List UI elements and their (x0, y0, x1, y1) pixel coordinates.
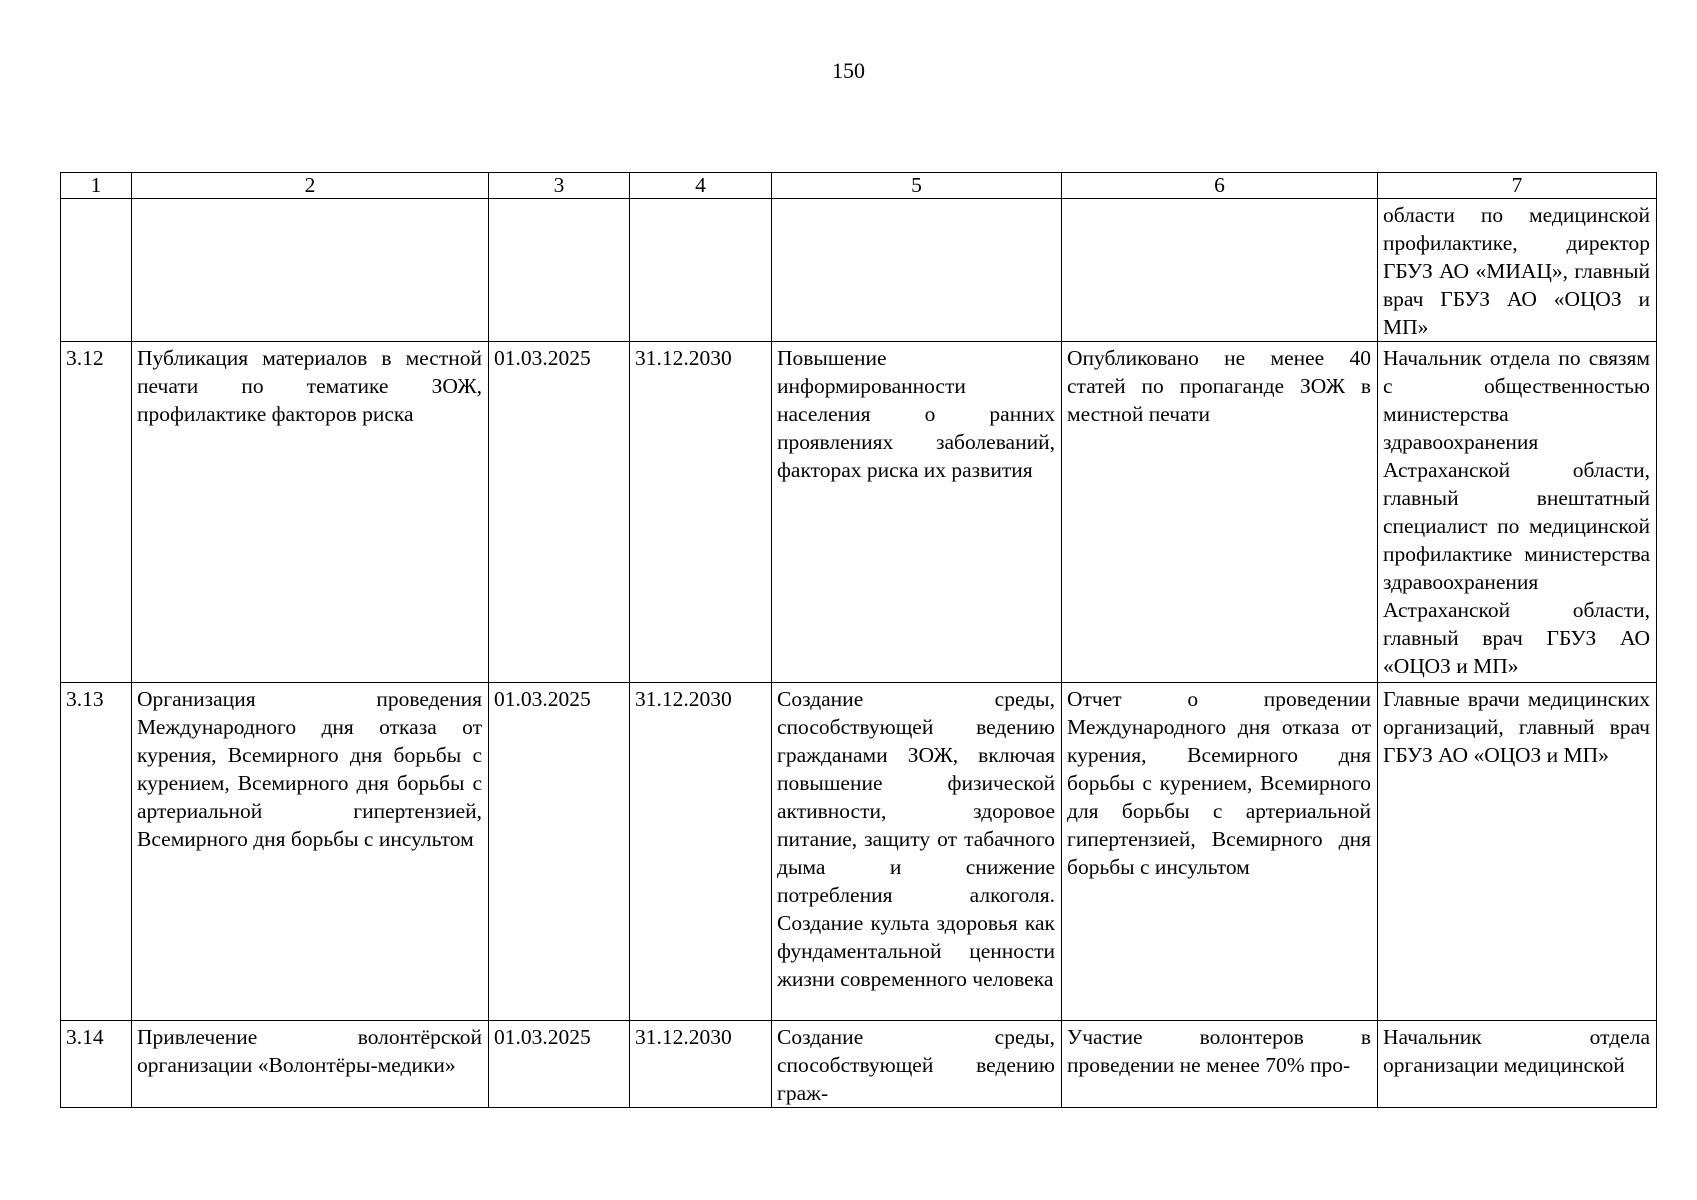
table-row-3-13 (61, 683, 1657, 1021)
responsible-cell: Главные врачи медицинских организаций, главный врач ГБУЗ АО «ОЦОЗ и МП» (1378, 683, 1657, 1021)
result-cell: Создание среды, способствующей ведению гражданами ЗОЖ, включая повышение физической активности, здоровое питание, защиту от табачного дыма и снижение потребления алкоголя. Создание культа здоровья как фундаментальной ценности жизни современного человека (772, 683, 1062, 1021)
item-number-cell: 3.13 (61, 683, 132, 1021)
activity-cell: Привлечение волонтёрской организации «Волонтёры-медики» (132, 1021, 489, 1108)
column-header: 2 (132, 173, 489, 199)
end-date-cell: 31.12.2030 (630, 683, 772, 1021)
column-header: 1 (61, 173, 132, 199)
activity-cell (132, 199, 489, 342)
activity-cell: Организация проведения Международного дня отказа от курения, Всемирного дня борьбы с курением, Всемирного дня борьбы с артериальной гипертензией, Всемирного дня борьбы с инсультом (132, 683, 489, 1021)
end-date-cell (630, 199, 772, 342)
indicator-cell (1062, 199, 1378, 342)
activity-cell: Публикация материалов в местной печати по тематике ЗОЖ, профилактике факторов риска (132, 342, 489, 683)
responsible-cell: Начальник отдела организации медицинской (1378, 1021, 1657, 1108)
table-row-3-14 (61, 1021, 1657, 1108)
table-row-3-12 (61, 342, 1657, 683)
result-cell: Повышение информированности населения о ранних проявлениях заболеваний, факторах риска их развития (772, 342, 1062, 683)
end-date-cell: 31.12.2030 (630, 1021, 772, 1108)
item-number-cell: 3.14 (61, 1021, 132, 1108)
start-date-cell (489, 199, 630, 342)
column-header: 3 (489, 173, 630, 199)
column-header: 6 (1062, 173, 1378, 199)
column-header: 5 (772, 173, 1062, 199)
start-date-cell: 01.03.2025 (489, 683, 630, 1021)
item-number-cell: 3.12 (61, 342, 132, 683)
header-row (61, 173, 1657, 199)
page-number: 150 (832, 58, 865, 83)
column-header: 4 (630, 173, 772, 199)
start-date-cell: 01.03.2025 (489, 342, 630, 683)
column-header: 7 (1378, 173, 1657, 199)
result-cell: Создание среды, способствующей ведению граж- (772, 1021, 1062, 1108)
start-date-cell: 01.03.2025 (489, 1021, 630, 1108)
indicator-cell: Отчет о проведении Международного дня отказа от курения, Всемирного дня борьбы с курением, Всемирного для борьбы с артериальной гипертензией, Всемирного дня борьбы с инсультом (1062, 683, 1378, 1021)
table-row-continuation (61, 199, 1657, 342)
measures-table (60, 172, 1657, 1108)
item-number-cell (61, 199, 132, 342)
result-cell (772, 199, 1062, 342)
responsible-cell: области по медицинской профилактике, директор ГБУЗ АО «МИАЦ», главный врач ГБУЗ АО «ОЦОЗ и МП» (1378, 199, 1657, 342)
indicator-cell: Участие волонтеров в проведении не менее 70% про- (1062, 1021, 1378, 1108)
indicator-cell: Опубликовано не менее 40 статей по пропаганде ЗОЖ в местной печати (1062, 342, 1378, 683)
responsible-cell: Начальник отдела по связям с общественностью министерства здравоохранения Астраханской области, главный внештатный специалист по медицинской профилактике министерства здравоохранения Астраханской области, главный врач ГБУЗ АО «ОЦОЗ и МП» (1378, 342, 1657, 683)
end-date-cell: 31.12.2030 (630, 342, 772, 683)
